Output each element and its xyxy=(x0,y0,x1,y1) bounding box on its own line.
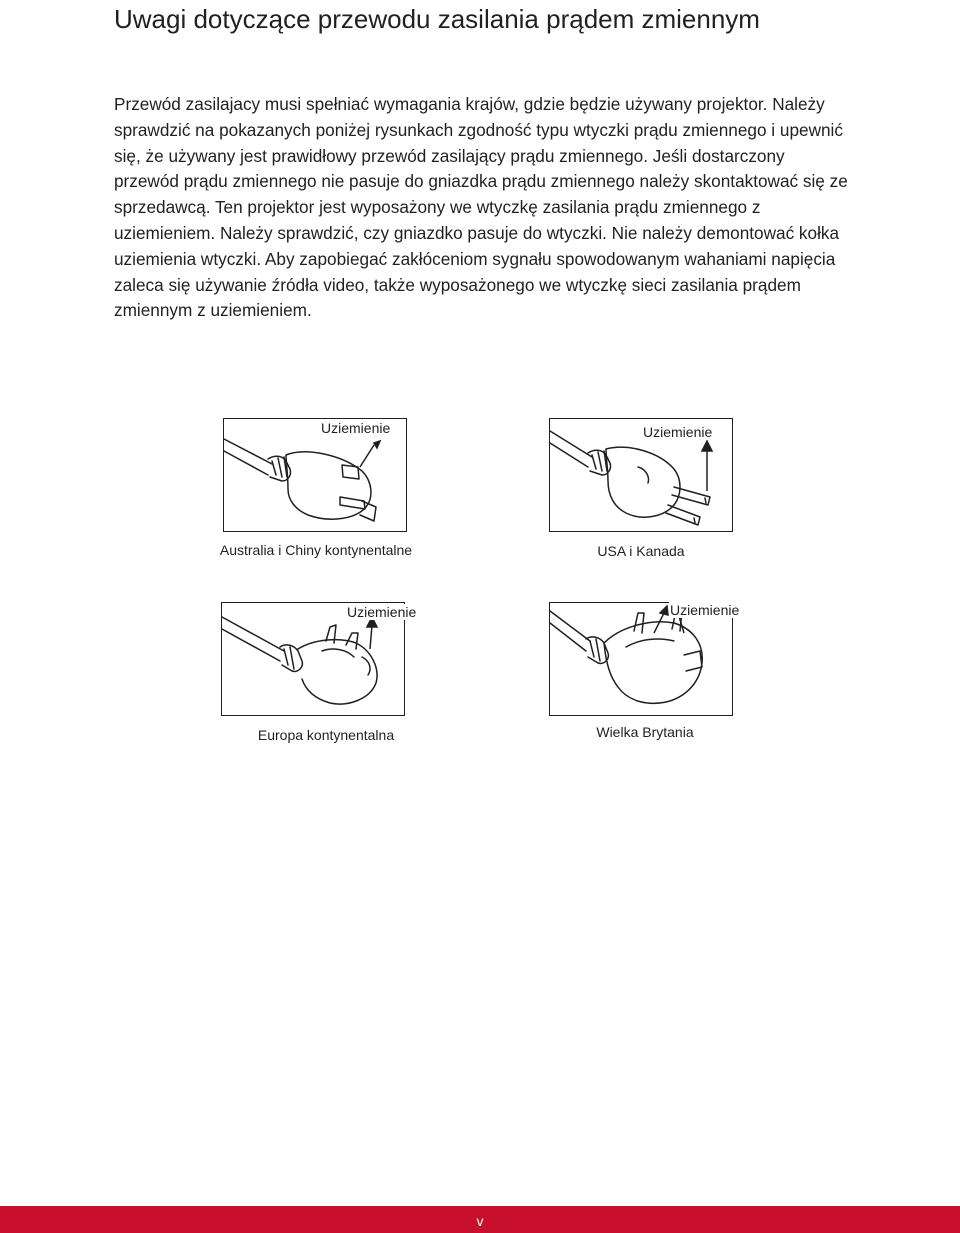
page-number: v xyxy=(476,1213,484,1229)
caption-usa: USA i Kanada xyxy=(597,543,685,559)
figure-usa xyxy=(549,418,733,532)
ground-label: Uziemienie xyxy=(321,420,391,436)
ground-label: Uziemienie xyxy=(347,604,417,620)
uk-plug-icon xyxy=(550,603,734,717)
page-title: Uwagi dotyczące przewodu zasilania prądem zmiennym xyxy=(114,4,760,34)
europe-plug-icon xyxy=(222,603,406,717)
ground-label: Uziemienie xyxy=(670,602,740,618)
figure-europe xyxy=(221,602,417,716)
figure-australia xyxy=(223,418,407,532)
ground-label: Uziemienie xyxy=(643,424,713,440)
body-paragraph: Przewód zasilajacy musi spełniać wymagania krajów, gdzie będzie używany projektor. Należy sprawdzić na pokazanych poniżej rysunkach zgodność typu wtyczki prądu zmiennego i upewnić się, że używany jest prawidłowy przewód zasilający prądu zmiennego. Jeśli dostarczony przewód prądu zmiennego nie pasuje do gniazdka prądu zmiennego należy skontaktować się ze sprzedawcą. Ten projektor jest wyposażony we wtyczkę zasilania prądu zmiennego z uziemieniem. Należy sprawdzić, czy gniazdko pasuje do wtyczki. Nie należy demontować kołka uziemienia wtyczki. Aby zapobiegać zakłóceniom sygnału spowodowanym wahaniami napięcia zaleca się używanie źródła video, także wyposażonego we wtyczkę sieci zasilania prądem zmiennym z uziemieniem. xyxy=(114,94,848,321)
caption-australia: Australia i Chiny kontynentalne xyxy=(219,542,413,558)
caption-europe: Europa kontynentalna xyxy=(257,727,395,743)
caption-uk: Wielka Brytania xyxy=(596,724,694,740)
australia-china-plug-icon xyxy=(224,419,408,533)
figure-uk xyxy=(549,602,740,716)
